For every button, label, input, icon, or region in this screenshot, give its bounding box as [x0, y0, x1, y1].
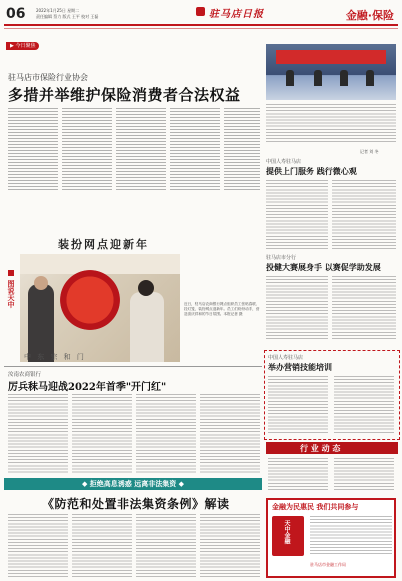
- bottom-body-4: [200, 514, 260, 578]
- diamond-icon: ◆: [178, 480, 185, 488]
- right-body-1b: [332, 180, 396, 250]
- masthead: [0, 0, 402, 40]
- anti-fraud-banner: [4, 478, 262, 490]
- meeting-photo: [266, 44, 396, 100]
- today-focus-label: ▶ 今日聚焦: [6, 42, 39, 50]
- middle-body-3: [136, 394, 196, 474]
- diamond-icon: ◆: [81, 480, 88, 488]
- right-kicker-2: 驻马店市分行: [266, 255, 297, 261]
- bottom-body-2: [72, 514, 132, 578]
- paper-name: 驻马店日报: [209, 9, 264, 20]
- right-top-body: [266, 104, 396, 144]
- middle-body-4: [200, 394, 260, 474]
- editor-line: 责任编辑 蔡力 版式 王平 校对 王磊: [36, 14, 99, 19]
- new-year-photo: [20, 254, 180, 362]
- triangle-icon: ▶: [10, 43, 16, 49]
- industry-news-label: 行 业 动 态: [300, 444, 341, 453]
- middle-body-2: [72, 394, 132, 474]
- lead-body-col5: [224, 108, 260, 192]
- lead-body-col3: [116, 108, 166, 192]
- right-body-3a: [268, 376, 328, 434]
- right-body-4a: [268, 458, 328, 492]
- ad-title: 金融为民惠民 我们共同参与: [272, 502, 359, 511]
- lead-body-col2: [62, 108, 112, 192]
- bottom-body-3: [136, 514, 196, 578]
- right-title-1: 提供上门服务 践行微心观: [266, 166, 357, 176]
- middle-title: 厉兵秣马迎战2022年首季"开门红": [8, 382, 167, 393]
- right-top-byline: 记者 刘 冬: [360, 149, 379, 154]
- photo-side-label: 图说天中: [7, 280, 15, 308]
- paper-logo-icon: [196, 7, 205, 16]
- right-body-2b: [332, 276, 396, 340]
- right-title-2: 投健大赛展身手 以赛促学助发展: [266, 262, 381, 272]
- photo-bottom-text: 中 东 宗 和 门: [24, 353, 86, 361]
- lead-body-col4: [170, 108, 220, 192]
- lead-body-col1: [8, 108, 58, 192]
- photo-feature-title: 装扮网点迎新年: [58, 238, 149, 251]
- date-line: 2022年1月25日 星期二: [36, 8, 80, 13]
- bottom-title: 《防范和处置非法集资条例》解读: [42, 497, 230, 511]
- page-number: 06: [6, 6, 26, 22]
- right-title-3: 举办营销技能培训: [268, 362, 332, 372]
- header-rule: [4, 24, 398, 26]
- ad-seal-text: 天中金融: [283, 520, 290, 544]
- right-kicker-1: 中国人寿驻马店: [266, 159, 302, 165]
- ad-body: [310, 516, 392, 556]
- banner-text: 拒绝高息诱惑 远离非法集资: [89, 480, 177, 488]
- middle-kicker: 汝南农商银行: [8, 372, 42, 378]
- middle-body-1: [8, 394, 68, 474]
- right-body-2a: [266, 276, 328, 340]
- header-rule-thin: [4, 28, 398, 29]
- right-body-3b: [334, 376, 394, 434]
- lead-kicker: 驻马店市保险行业协会: [8, 73, 88, 82]
- right-body-1a: [266, 180, 328, 250]
- bottom-body-1: [8, 514, 68, 578]
- side-marker-icon: [8, 270, 14, 276]
- middle-divider: [4, 366, 262, 367]
- section-title: 金融·保险: [345, 9, 394, 22]
- photo-caption: 近日，驻马店农商银行网点组织员工张贴春联、挂灯笼，装扮网点迎新年。员工们纷纷动手，营造喜庆祥和的节日氛围。本报记者 摄: [184, 302, 260, 316]
- right-kicker-3: 中国人寿驻马店: [268, 355, 304, 361]
- right-body-4b: [334, 458, 394, 492]
- ad-footer: 驻马店市金融工作局: [310, 562, 346, 567]
- lead-title: 多措并举维护保险消费者合法权益: [8, 86, 241, 104]
